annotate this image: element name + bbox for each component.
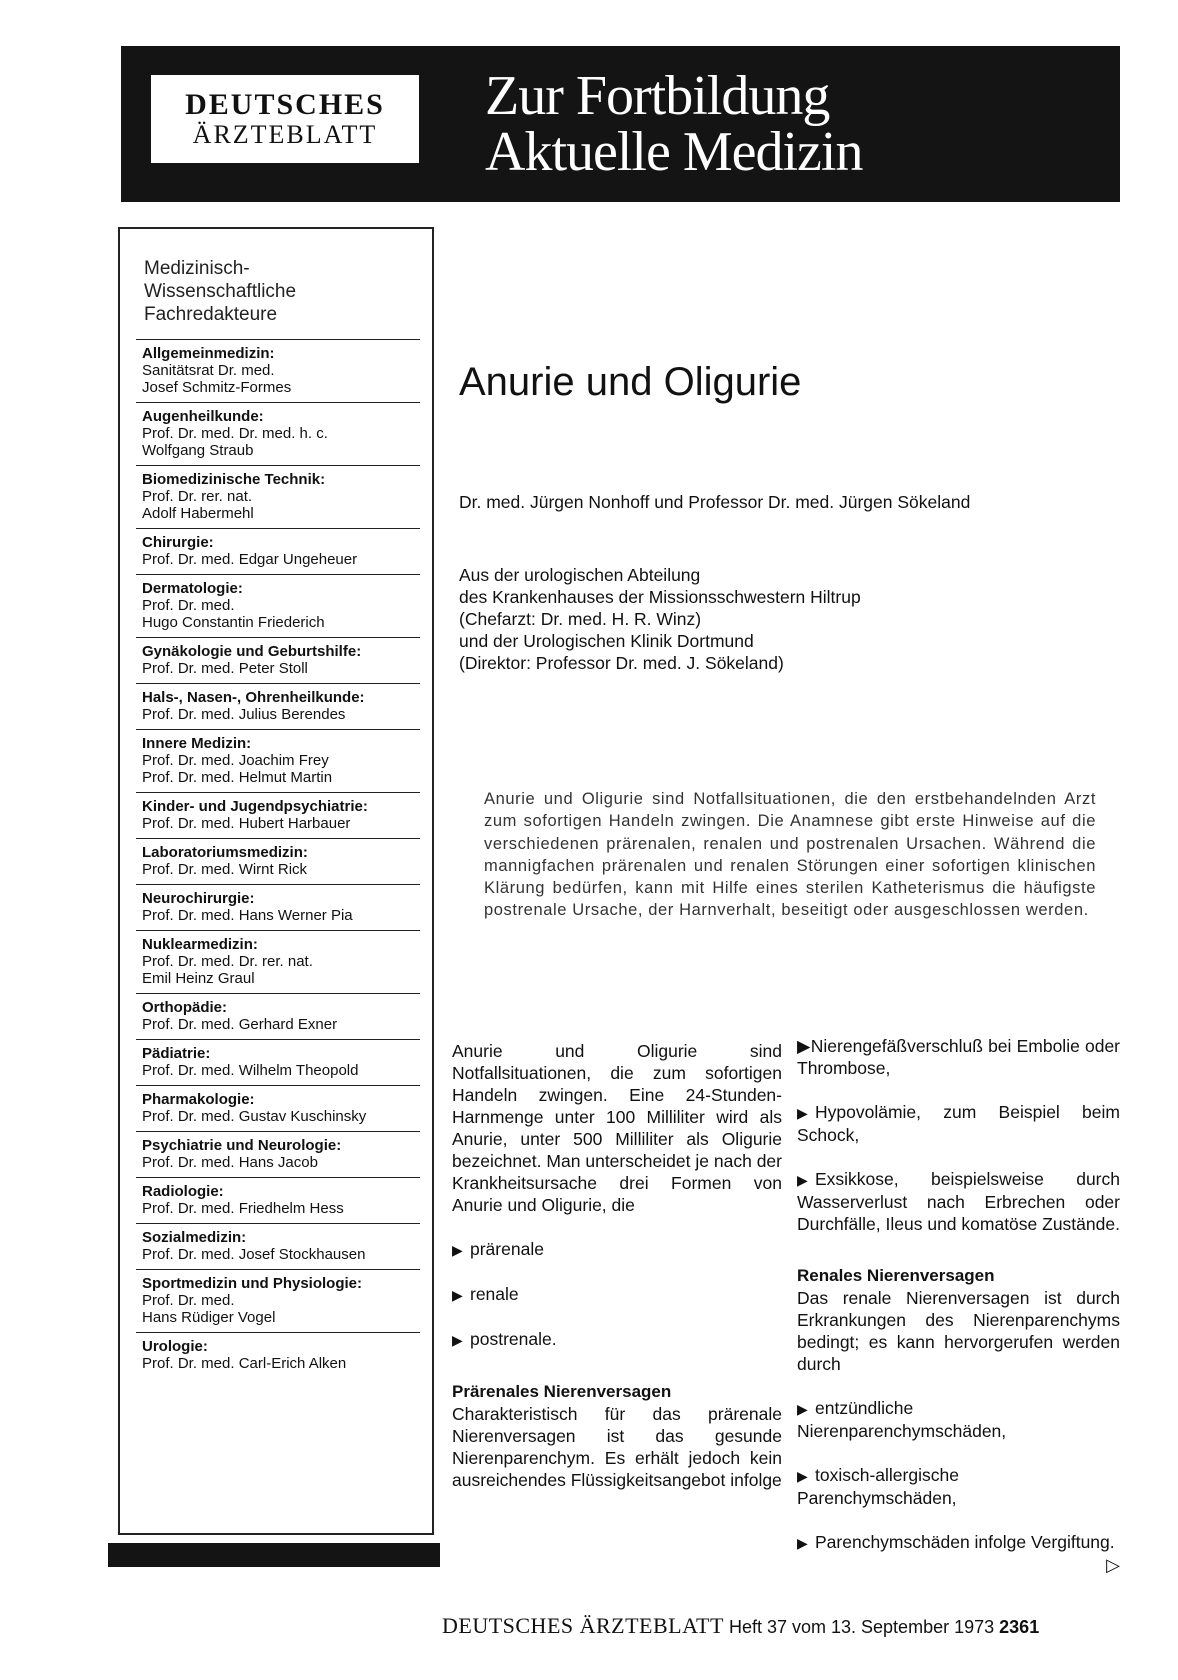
sidebar-section: [136, 1332, 420, 1378]
section-specialty: Gynäkologie und Geburtshilfe:: [142, 643, 362, 660]
list-item: ▶ Exsikkose, beispielsweise durch Wasserverlust nach Erbrechen oder Durchfälle, Ileus und komatöse Zustände.: [797, 1169, 1120, 1234]
section-editor-line: Prof. Dr. med. Joachim Frey: [142, 752, 329, 769]
sidebar-section: [136, 884, 420, 930]
section-editor-line: Prof. Dr. med. Wirnt Rick: [142, 861, 308, 878]
triangle-right-icon: ▶: [797, 1535, 808, 1551]
subheading-renal: Renales Nierenversagen: [797, 1266, 995, 1285]
sidebar-section: [136, 1223, 420, 1269]
triangle-right-icon: ▶: [797, 1172, 808, 1188]
sidebar-bottom-bar: [108, 1543, 440, 1567]
list-item: ▶ renale: [452, 1284, 519, 1304]
journal-logo: [151, 75, 419, 163]
triangle-right-icon: ▶: [797, 1036, 811, 1056]
sidebar-section-list: [136, 339, 420, 1378]
article-abstract: Anurie und Oligurie sind Notfallsituationen, die den erstbehandelnden Arzt zum sofortigen Handeln zwingen. Die Anamnese gibt erste Hinweise auf die verschiedenen prärenalen, renalen und postrenalen Ursachen. Während die mannigfachen prärenalen und renalen Störungen einer sofortigen klinischen Klärung bedürfen, kann mit Hilfe eines sterilen Katheterismus die häufigste postrenale Ursache, der Harnverhalt, beseitigt oder ausgeschlossen werden.: [484, 790, 1096, 920]
section-specialty: Biomedizinische Technik:: [142, 471, 326, 488]
list-item: ▶ entzündliche Nierenparenchymschäden,: [797, 1398, 1007, 1441]
body-column-right: [797, 1035, 1120, 1576]
sidebar-section: [136, 465, 420, 528]
section-specialty: Nuklearmedizin:: [142, 936, 258, 953]
section-editor-line: Prof. Dr. med. Gustav Kuschinsky: [142, 1108, 367, 1125]
section-specialty: Neurochirurgie:: [142, 890, 255, 907]
journal-header: [121, 46, 1120, 202]
affiliation-line: und der Urologischen Klinik Dortmund: [459, 631, 754, 651]
section-title: [485, 65, 863, 183]
subheading-prerenal: Prärenales Nierenversagen: [452, 1382, 672, 1401]
section-specialty: Sozialmedizin:: [142, 1229, 247, 1246]
section-specialty: Sportmedizin und Physiologie:: [142, 1275, 363, 1292]
sidebar-section: [136, 930, 420, 993]
section-editor-line: Prof. Dr. med. Wilhelm Theopold: [142, 1062, 359, 1079]
section-specialty: Psychiatrie und Neurologie:: [142, 1137, 342, 1154]
section-title-line-1: Zur Fortbildung: [485, 65, 830, 127]
section-specialty: Pädiatrie:: [142, 1045, 211, 1062]
list-item: ▶ toxisch-allergische Parenchymschäden,: [797, 1465, 959, 1508]
sidebar-section: [136, 838, 420, 884]
section-specialty: Orthopädie:: [142, 999, 227, 1016]
section-editor-line: Prof. Dr. med. Carl-Erich Alken: [142, 1355, 347, 1372]
section-specialty: Dermatologie:: [142, 580, 243, 597]
section-specialty: Hals-, Nasen-, Ohrenheilkunde:: [142, 689, 365, 706]
list-item: ▶ Parenchymschäden infolge Vergiftung. ▷: [797, 1532, 1120, 1575]
sidebar-section: [136, 574, 420, 637]
article-affiliation: [459, 564, 861, 674]
affiliation-line: (Direktor: Professor Dr. med. J. Sökeland): [459, 653, 784, 673]
triangle-right-icon: ▶: [452, 1287, 463, 1303]
sidebar-section: [136, 683, 420, 729]
sidebar-section: [136, 1131, 420, 1177]
triangle-right-icon: ▶: [797, 1401, 808, 1417]
section-editor-line: Prof. Dr. med. Friedhelm Hess: [142, 1200, 344, 1217]
section-editor-line: Prof. Dr. med. Dr. med. h. c.: [142, 425, 328, 442]
sidebar-heading-line: Fachredakteure: [144, 304, 278, 325]
section-editor-line: Prof. Dr. med.: [142, 597, 235, 614]
affiliation-line: (Chefarzt: Dr. med. H. R. Winz): [459, 609, 702, 629]
section-editor-line: Prof. Dr. med. Peter Stoll: [142, 660, 308, 677]
section-specialty: Innere Medizin:: [142, 735, 252, 752]
sidebar-section: [136, 1269, 420, 1332]
sidebar-section: [136, 339, 420, 402]
sidebar-section: [136, 792, 420, 838]
logo-line-2: ÄRZTEBLATT: [192, 120, 378, 149]
section-specialty: Pharmakologie:: [142, 1091, 255, 1108]
page-footer: [442, 1614, 1039, 1639]
section-specialty: Laboratoriumsmedizin:: [142, 844, 308, 861]
prerenal-paragraph: Charakteristisch für das prärenale Nierenversagen ist das gesunde Nierenparenchym. Es erhält jedoch kein ausreichendes Flüssigkeitsangebot infolge: [452, 1404, 782, 1490]
article-authors: Dr. med. Jürgen Nonhoff und Professor Dr. med. Jürgen Sökeland: [459, 492, 971, 512]
section-specialty: Radiologie:: [142, 1183, 224, 1200]
section-editor-line: Hugo Constantin Friederich: [142, 614, 325, 631]
section-editor-line: Prof. Dr. med. Hubert Harbauer: [142, 815, 351, 832]
renal-paragraph: Das renale Nierenversagen ist durch Erkrankungen des Nierenparenchyms bedingt; es kann hervorgerufen werden durch: [797, 1288, 1120, 1374]
section-editor-line: Prof. Dr. med. Edgar Ungeheuer: [142, 551, 358, 568]
section-title-line-2: Aktuelle Medizin: [485, 121, 863, 183]
section-editor-line: Hans Rüdiger Vogel: [142, 1309, 276, 1326]
sidebar-section: [136, 729, 420, 792]
editors-sidebar: [108, 227, 438, 1567]
footer-journal-name: DEUTSCHES ÄRZTEBLATT: [442, 1613, 724, 1638]
list-item: ▶ prärenale: [452, 1239, 544, 1259]
section-editor-line: Josef Schmitz-Formes: [142, 379, 292, 396]
affiliation-line: des Krankenhauses der Missionsschwestern Hiltrup: [459, 587, 861, 607]
section-editor-line: Sanitätsrat Dr. med.: [142, 362, 275, 379]
section-editor-line: Adolf Habermehl: [142, 505, 254, 522]
list-item: ▶ Hypovolämie, zum Beispiel beim Schock,: [797, 1102, 1120, 1145]
triangle-right-icon: ▶: [452, 1242, 463, 1258]
section-specialty: Kinder- und Jugendpsychiatrie:: [142, 798, 368, 815]
footer-issue: Heft 37 vom 13. September 1973: [728, 1617, 995, 1637]
sidebar-section: [136, 637, 420, 683]
continue-arrow-icon[interactable]: ▷: [1106, 1555, 1120, 1575]
section-specialty: Augenheilkunde:: [142, 408, 264, 425]
sidebar-heading-line: Wissenschaftliche: [144, 281, 297, 302]
section-specialty: Urologie:: [142, 1338, 208, 1355]
list-item: ▶Nierengefäßverschluß bei Embolie oder Thrombose,: [797, 1036, 1120, 1078]
section-editor-line: Prof. Dr. med.: [142, 1292, 235, 1309]
article-title: Anurie und Oligurie: [459, 360, 802, 404]
section-specialty: Chirurgie:: [142, 534, 214, 551]
section-editor-line: Prof. Dr. rer. nat.: [142, 488, 253, 505]
section-editor-line: Prof. Dr. med. Josef Stockhausen: [142, 1246, 366, 1263]
section-editor-line: Prof. Dr. med. Gerhard Exner: [142, 1016, 338, 1033]
section-editor-line: Prof. Dr. med. Helmut Martin: [142, 769, 333, 786]
logo-line-1: DEUTSCHES: [185, 88, 385, 121]
section-editor-line: Wolfgang Straub: [142, 442, 254, 459]
section-editor-line: Emil Heinz Graul: [142, 970, 255, 987]
sidebar-section: [136, 1039, 420, 1085]
sidebar-section: [136, 402, 420, 465]
sidebar-section: [136, 528, 420, 574]
sidebar-section: [136, 1177, 420, 1223]
intro-paragraph: Anurie und Oligurie sind Notfallsituationen, die zum sofortigen Handeln zwingen. Eine 24-Stunden-Harnmenge unter 100 Milliliter wird als Anurie, unter 500 Milliliter als Oligurie bezeichnet. Man unterscheidet je nach der Krankheitsursache drei Formen von Anurie und Oligurie, die: [452, 1041, 782, 1215]
section-editor-line: Prof. Dr. med. Dr. rer. nat.: [142, 953, 313, 970]
section-editor-line: Prof. Dr. med. Hans Werner Pia: [142, 907, 353, 924]
triangle-right-icon: ▶: [452, 1332, 463, 1348]
section-editor-line: Prof. Dr. med. Julius Berendes: [142, 706, 346, 723]
triangle-right-icon: ▶: [797, 1468, 808, 1484]
section-specialty: Allgemeinmedizin:: [142, 345, 275, 362]
list-item: ▶ postrenale.: [452, 1329, 557, 1349]
sidebar-section: [136, 1085, 420, 1131]
triangle-right-icon: ▶: [797, 1105, 808, 1121]
sidebar-section: [136, 993, 420, 1039]
sidebar-heading: [144, 257, 296, 326]
affiliation-line: Aus der urologischen Abteilung: [459, 565, 701, 585]
sidebar-heading-line: Medizinisch-: [144, 258, 250, 279]
section-editor-line: Prof. Dr. med. Hans Jacob: [142, 1154, 318, 1171]
page-number: 2361: [999, 1617, 1040, 1637]
body-column-left: [452, 1040, 782, 1491]
